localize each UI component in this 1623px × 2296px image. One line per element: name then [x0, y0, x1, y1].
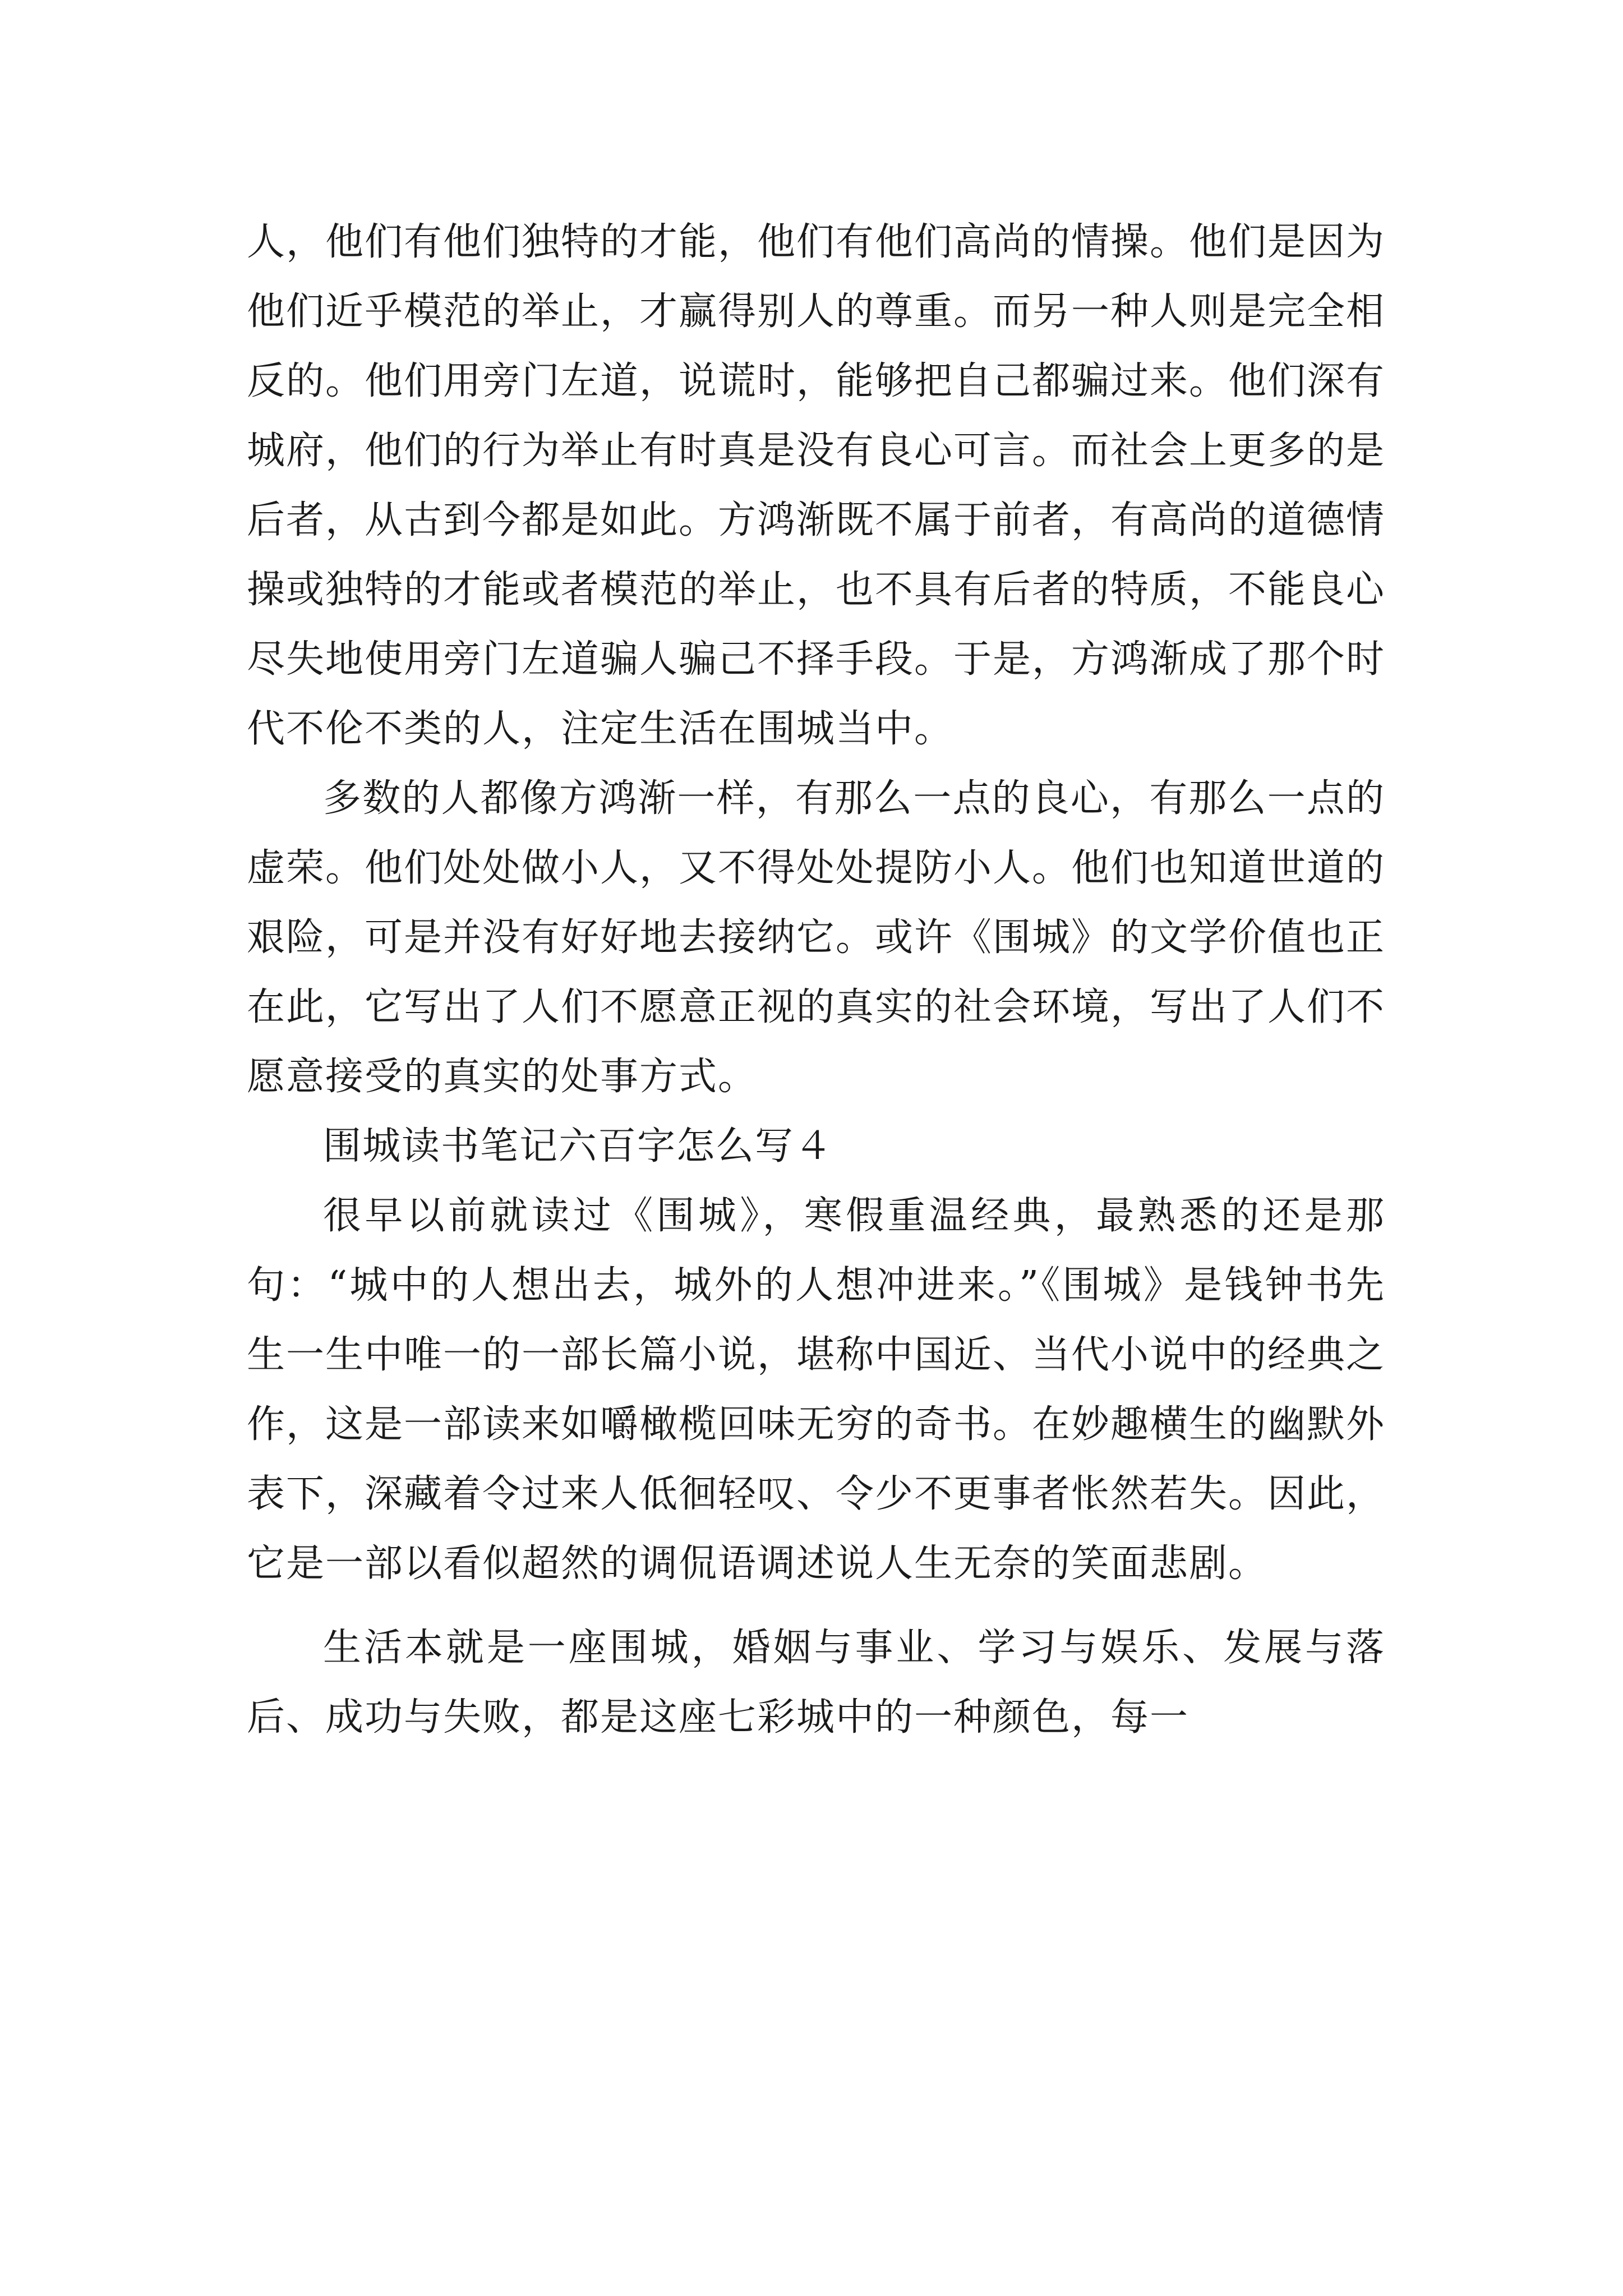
document-body [247, 208, 1385, 1752]
paragraph-read-long-ago: 很早以前就读过《围城》，寒假重温经典，最熟悉的还是那句：“城中的人想出去，城外的人想冲进来。”《围城》是钱钟书先生一生中唯一的一部长篇小说，堪称中国近、当代小说中的经典之作，这是一部读来如嚼橄榄回味无穷的奇书。在妙趣横生的幽默外表下，深藏着令过来人低徊轻叹、令少不更事者怅然若失。因此，它是一部以看似超然的调侃语调述说人生无奈的笑面悲剧。 [247, 1194, 1386, 1586]
paragraph-continued: 人，他们有他们独特的才能，他们有他们高尚的情操。他们是因为他们近乎模范的举止，才赢得别人的尊重。而另一种人则是完全相反的。他们用旁门左道，说谎时，能够把自己都骗过来。他们深有城府，他们的行为举止有时真是没有良心可言。而社会上更多的是后者，从古到今都是如此。方鸿渐既不属于前者，有高尚的道德情操或独特的才能或者模范的举止，也不具有后者的特质，不能良心尽失地使用旁门左道骗人骗己不择手段。于是，方鸿渐成了那个时代不伦不类的人，注定生活在围城当中。 [247, 220, 1386, 751]
section-heading: 围城读书笔记六百字怎么写４ [323, 1124, 834, 1168]
paragraph-life-is-fortress: 生活本就是一座围城，婚姻与事业、学习与娱乐、发展与落后、成功与失败，都是这座七彩城中的一种颜色，每一 [247, 1626, 1385, 1740]
paragraph-many-people: 多数的人都像方鸿渐一样，有那么一点的良心，有那么一点的虚荣。他们处处做小人，又不得处处提防小人。他们也知道世道的艰险，可是并没有好好地去接纳它。或许《围城》的文学价值也正在此，它写出了人们不愿意正视的真实的社会环境，写出了人们不愿意接受的真实的处事方式。 [247, 776, 1386, 1099]
